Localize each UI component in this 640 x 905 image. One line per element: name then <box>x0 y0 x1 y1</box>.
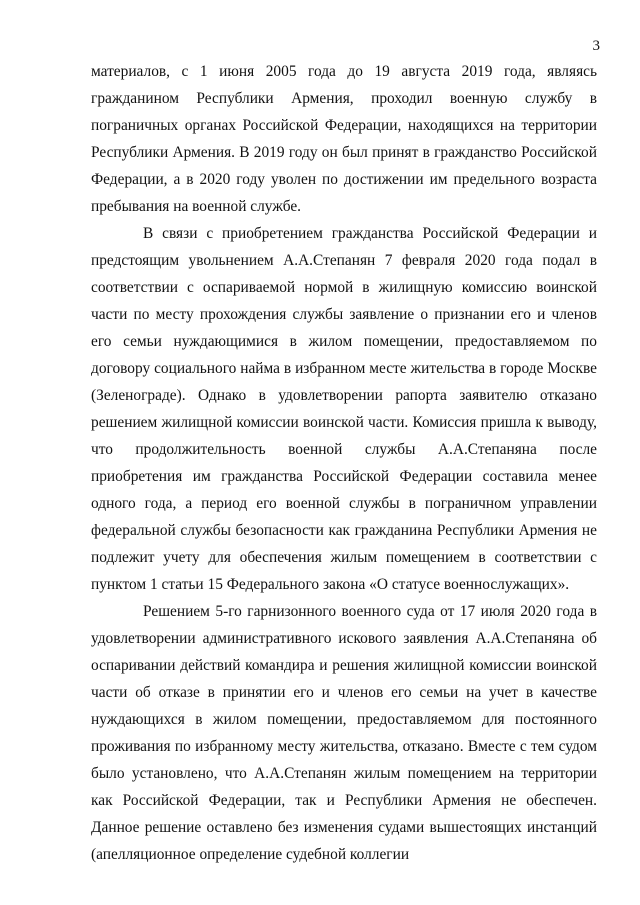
paragraph-court-decision: Решением 5-го гарнизонного военного суда от 17 июля 2020 года в удовлетворении административного искового заявления А.А.Степаняна об оспаривании действий командира и решения жилищной комиссии воинской части об отказе в принятии его и членов его семьи на учет в качестве нуждающихся в жилом помещении, предоставляемом для постоянного проживания по избранному месту жительства, отказано. Вместе с тем судом было установлено, что А.А.Степанян жилым помещением на территории как Российской Федерации, так и Республики Армения не обеспечен. Данное решение оставлено без изменения судами вышестоящих инстанций (апелляционное определение судебной коллегии <box>91 603 597 863</box>
paragraph-continuation: материалов, с 1 июня 2005 года до 19 августа 2019 года, являясь гражданином Республики Армения, проходил военную службу в пограничных органах Российской Федерации, находящихся на территории Республики Армения. В 2019 году он был принят в гражданство Российской Федерации, а в 2020 году уволен по достижении им предельного возраста пребывания на военной службе. <box>91 63 597 215</box>
document-body <box>91 58 597 868</box>
page-number: 3 <box>592 38 600 54</box>
paragraph-citizenship-housing-request: В связи с приобретением гражданства Российской Федерации и предстоящим увольнением А.А.Степанян 7 февраля 2020 года подал в соответствии с оспариваемой нормой в жилищную комиссию воинской части по месту прохождения службы заявление о признании его и членов его семьи нуждающимися в жилом помещении, предоставляемом по договору социального найма в избранном месте жительства в городе Москве (Зеленограде). Однако в удовлетворении рапорта заявителю отказано решением жилищной комиссии воинской части. Комиссия пришла к выводу, что продолжительность военной службы А.А.Степаняна после приобретения им гражданства Российской Федерации составила менее одного года, а период его военной службы в пограничном управлении федеральной службы безопасности как гражданина Республики Армения не подлежит учету для обеспечения жилым помещением в соответствии с пунктом 1 статьи 15 Федерального закона «О статусе военнослужащих». <box>91 225 597 593</box>
